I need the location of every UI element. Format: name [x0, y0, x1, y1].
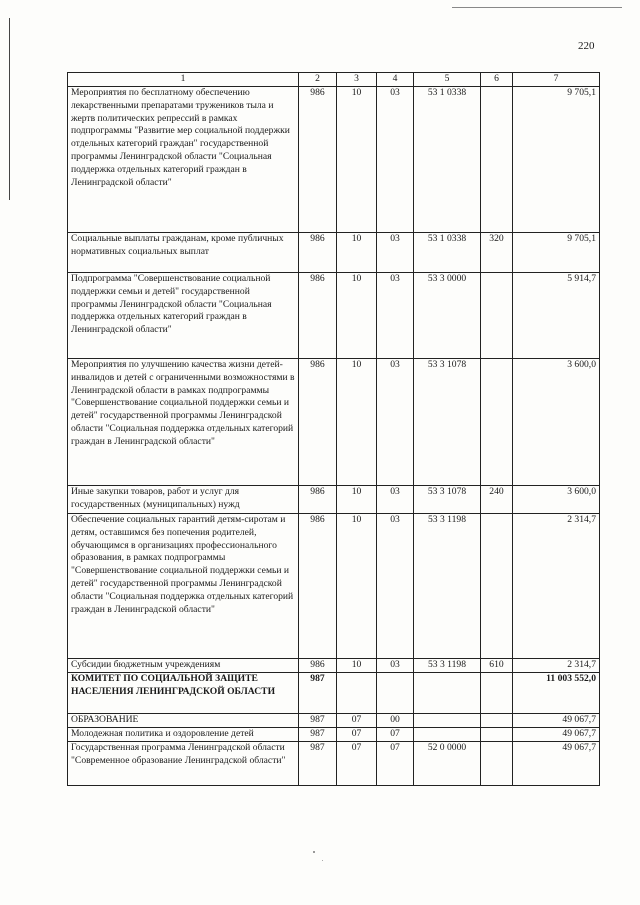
table-row	[68, 728, 600, 742]
cell-section: 07	[337, 728, 377, 742]
cell-target-article: 53 3 1078	[414, 486, 481, 514]
cell-admin-code: 986	[299, 273, 337, 359]
row-name: КОМИТЕТ ПО СОЦИАЛЬНОЙ ЗАЩИТЕ НАСЕЛЕНИЯ ЛЕНИНГРАДСКОЙ ОБЛАСТИ	[68, 673, 299, 714]
cell-amount: 49 067,7	[513, 714, 600, 728]
cell-subsection	[377, 673, 414, 714]
cell-admin-code: 987	[299, 714, 337, 728]
cell-subsection: 03	[377, 659, 414, 673]
row-name: Государственная программа Ленинградской области "Современное образование Ленинградской области"	[68, 742, 299, 786]
cell-amount: 5 914,7	[513, 273, 600, 359]
cell-target-article: 53 3 0000	[414, 273, 481, 359]
col-header: 7	[513, 73, 600, 87]
cell-admin-code: 986	[299, 87, 337, 233]
cell-subsection: 03	[377, 233, 414, 273]
col-header: 6	[481, 73, 513, 87]
col-header: 4	[377, 73, 414, 87]
cell-amount: 9 705,1	[513, 87, 600, 233]
cell-subsection: 00	[377, 714, 414, 728]
cell-expense-type	[481, 359, 513, 486]
cell-section: 10	[337, 359, 377, 486]
cell-subsection: 03	[377, 514, 414, 659]
cell-admin-code: 987	[299, 673, 337, 714]
table-row	[68, 486, 600, 514]
cell-section: 10	[337, 514, 377, 659]
cell-amount: 9 705,1	[513, 233, 600, 273]
cell-expense-type	[481, 673, 513, 714]
col-header: 5	[414, 73, 481, 87]
cell-admin-code: 986	[299, 233, 337, 273]
cell-expense-type	[481, 714, 513, 728]
row-name: Мероприятия по бесплатному обеспечению лекарственными препаратами тружеников тыла и жертв политических репрессий в рамках подпрограммы "Развитие мер социальной поддержки отдельных категорий граждан" государственной программы Ленинградской области "Социальная поддержка отдельных категорий граждан в Ленинградской области"	[68, 87, 299, 233]
col-header: 1	[68, 73, 299, 87]
table-row	[68, 659, 600, 673]
cell-subsection: 03	[377, 359, 414, 486]
cell-subsection: 07	[377, 728, 414, 742]
scan-speck	[313, 851, 315, 853]
cell-expense-type: 610	[481, 659, 513, 673]
row-name: Мероприятия по улучшению качества жизни детей-инвалидов и детей с ограниченными возможностями в Ленинградской области в рамках подпрограммы "Совершенствование социальной поддержки семьи и детей" государственной программы Ленинградской области "Социальная поддержка отдельных категорий граждан в Ленинградской области"	[68, 359, 299, 486]
cell-admin-code: 987	[299, 742, 337, 786]
cell-admin-code: 986	[299, 514, 337, 659]
cell-target-article	[414, 728, 481, 742]
cell-section: 10	[337, 659, 377, 673]
cell-target-article: 53 3 1078	[414, 359, 481, 486]
row-name: Обеспечение социальных гарантий детям-сиротам и детям, оставшимся без попечения родителей, обучающимся в организациях профессионального образования, в рамках подпрограммы "Совершенствование социальной поддержки семьи и детей" государственной программы Ленинградской области "Социальная поддержка отдельных категорий граждан в Ленинградской области"	[68, 514, 299, 659]
table-row	[68, 87, 600, 233]
col-header: 3	[337, 73, 377, 87]
cell-amount: 3 600,0	[513, 486, 600, 514]
cell-admin-code: 987	[299, 728, 337, 742]
cell-target-article	[414, 714, 481, 728]
table-row	[68, 273, 600, 359]
cell-subsection: 03	[377, 273, 414, 359]
cell-expense-type: 320	[481, 233, 513, 273]
cell-amount: 49 067,7	[513, 728, 600, 742]
cell-target-article	[414, 673, 481, 714]
cell-section: 10	[337, 273, 377, 359]
row-name: Субсидии бюджетным учреждениям	[68, 659, 299, 673]
cell-section: 10	[337, 486, 377, 514]
row-name: Молодежная политика и оздоровление детей	[68, 728, 299, 742]
cell-subsection: 03	[377, 486, 414, 514]
row-name: Социальные выплаты гражданам, кроме публичных нормативных социальных выплат	[68, 233, 299, 273]
page-number: 220	[578, 40, 595, 52]
cell-amount: 3 600,0	[513, 359, 600, 486]
row-name: Подпрограмма "Совершенствование социальной поддержки семьи и детей" государственной программы Ленинградской области "Социальная поддержка отдельных категорий граждан в Ленинградской области"	[68, 273, 299, 359]
cell-amount: 2 314,7	[513, 514, 600, 659]
cell-admin-code: 986	[299, 486, 337, 514]
cell-expense-type	[481, 273, 513, 359]
cell-target-article: 52 0 0000	[414, 742, 481, 786]
header-row	[68, 73, 600, 87]
table-row	[68, 233, 600, 273]
cell-expense-type	[481, 87, 513, 233]
cell-section	[337, 673, 377, 714]
table-row	[68, 359, 600, 486]
scan-top-line	[452, 7, 622, 8]
cell-expense-type	[481, 742, 513, 786]
row-name: Иные закупки товаров, работ и услуг для государственных (муниципальных) нужд	[68, 486, 299, 514]
cell-subsection: 07	[377, 742, 414, 786]
cell-section: 10	[337, 233, 377, 273]
cell-section: 10	[337, 87, 377, 233]
table-row	[68, 714, 600, 728]
table-row	[68, 514, 600, 659]
cell-section: 07	[337, 714, 377, 728]
cell-expense-type	[481, 514, 513, 659]
cell-subsection: 03	[377, 87, 414, 233]
table-row	[68, 673, 600, 714]
row-name: ОБРАЗОВАНИЕ	[68, 714, 299, 728]
cell-admin-code: 986	[299, 359, 337, 486]
cell-admin-code: 986	[299, 659, 337, 673]
cell-expense-type: 240	[481, 486, 513, 514]
scan-speck	[322, 860, 323, 861]
cell-amount: 11 003 552,0	[513, 673, 600, 714]
cell-expense-type	[481, 728, 513, 742]
col-header: 2	[299, 73, 337, 87]
cell-target-article: 53 1 0338	[414, 87, 481, 233]
scan-edge-line	[9, 18, 10, 200]
cell-target-article: 53 1 0338	[414, 233, 481, 273]
cell-target-article: 53 3 1198	[414, 514, 481, 659]
table-row	[68, 742, 600, 786]
budget-table	[67, 72, 600, 786]
cell-amount: 49 067,7	[513, 742, 600, 786]
cell-section: 07	[337, 742, 377, 786]
cell-amount: 2 314,7	[513, 659, 600, 673]
cell-target-article: 53 3 1198	[414, 659, 481, 673]
